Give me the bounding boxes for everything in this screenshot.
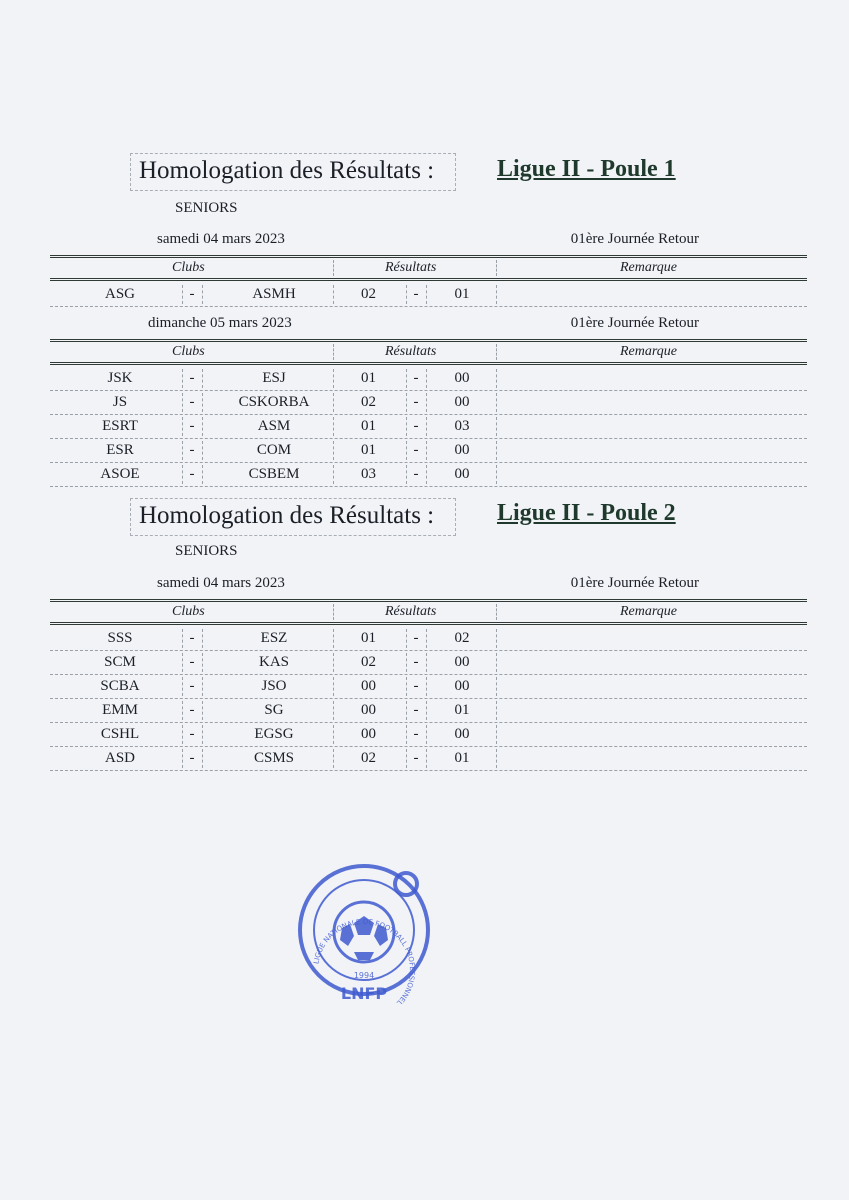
home-club: ASD: [104, 750, 135, 766]
away-score: 02: [454, 630, 470, 646]
home-score: 01: [361, 442, 376, 458]
score-separator: -: [413, 442, 419, 458]
table-header: [50, 255, 807, 281]
section-2-title-box: [130, 498, 456, 536]
section-2-category: SENIORS: [175, 543, 238, 559]
table-header: [50, 599, 807, 625]
club-separator: -: [189, 750, 195, 766]
header-results: Résultats: [385, 604, 437, 619]
section-1-group-2-date: dimanche 05 mars 2023: [148, 315, 292, 331]
home-club: ESRT: [102, 418, 138, 434]
home-club: SCBA: [100, 678, 140, 694]
home-club: ESR: [106, 442, 134, 458]
score-separator: -: [413, 726, 419, 742]
home-score: 01: [361, 370, 376, 386]
away-club: CSMS: [253, 750, 295, 766]
club-separator: -: [189, 726, 195, 742]
section-1-league: Ligue II - Poule 1: [497, 156, 676, 182]
away-club: EGSG: [254, 726, 294, 742]
home-score: 02: [361, 394, 376, 410]
table-row: [50, 747, 807, 771]
section-1-title: Homologation des Résultats :: [139, 157, 435, 184]
section-2-group-1-date: samedi 04 mars 2023: [157, 575, 285, 591]
home-score: 00: [361, 678, 376, 694]
score-separator: -: [413, 678, 419, 694]
away-club: ESJ: [262, 370, 286, 386]
home-score: 02: [361, 286, 376, 302]
table-header: [50, 339, 807, 365]
section-2-league: Ligue II - Poule 2: [497, 500, 676, 526]
away-score: 00: [454, 654, 470, 670]
score-separator: -: [413, 466, 419, 482]
score-separator: -: [413, 286, 419, 302]
header-clubs: Clubs: [172, 344, 205, 359]
club-separator: -: [189, 418, 195, 434]
section-1-category: SENIORS: [175, 200, 238, 216]
club-separator: -: [189, 394, 195, 410]
table-row: [50, 627, 807, 651]
section-2-group-1-round: 01ère Journée Retour: [570, 575, 699, 591]
away-club: ESZ: [260, 630, 288, 646]
club-separator: -: [189, 370, 195, 386]
home-score: 01: [361, 630, 376, 646]
home-score: 03: [361, 466, 376, 482]
away-club: ASMH: [252, 286, 296, 302]
table-row: [50, 367, 807, 391]
score-separator: -: [413, 630, 419, 646]
away-club: COM: [256, 442, 292, 458]
home-club: JS: [112, 394, 128, 410]
home-club: ASOE: [100, 466, 140, 482]
away-club: KAS: [258, 654, 289, 670]
away-score: 00: [454, 678, 470, 694]
header-remark: Remarque: [620, 344, 678, 359]
table-row: [50, 699, 807, 723]
header-results: Résultats: [385, 260, 437, 275]
away-club: CSBEM: [248, 466, 300, 482]
score-separator: -: [413, 370, 419, 386]
header-remark: Remarque: [620, 260, 678, 275]
home-club: EMM: [102, 702, 138, 718]
away-score: 00: [454, 370, 470, 386]
away-club: SG: [264, 702, 284, 718]
home-club: SSS: [107, 630, 133, 646]
home-score: 02: [361, 750, 376, 766]
home-club: JSK: [107, 370, 133, 386]
away-score: 01: [454, 286, 470, 302]
header-remark: Remarque: [620, 604, 678, 619]
away-score: 01: [454, 702, 470, 718]
home-club: ASG: [104, 286, 135, 302]
club-separator: -: [189, 654, 195, 670]
away-score: 03: [454, 418, 470, 434]
stamp-acronym: LNFP: [340, 984, 388, 1003]
away-score: 01: [454, 750, 470, 766]
home-club: SCM: [104, 654, 136, 670]
score-separator: -: [413, 750, 419, 766]
away-club: CSKORBA: [238, 394, 310, 410]
home-score: 01: [361, 418, 376, 434]
table-row: [50, 283, 807, 307]
header-clubs: Clubs: [172, 604, 205, 619]
header-clubs: Clubs: [172, 260, 205, 275]
score-separator: -: [413, 654, 419, 670]
club-separator: -: [189, 286, 195, 302]
table-row: [50, 675, 807, 699]
club-separator: -: [189, 702, 195, 718]
away-score: 00: [454, 442, 470, 458]
home-score: 00: [361, 702, 376, 718]
home-score: 02: [361, 654, 376, 670]
score-separator: -: [413, 394, 419, 410]
club-separator: -: [189, 442, 195, 458]
section-1-group-1-round: 01ère Journée Retour: [570, 231, 699, 247]
away-score: 00: [454, 394, 470, 410]
header-results: Résultats: [385, 344, 437, 359]
home-score: 00: [361, 726, 376, 742]
table-row: [50, 391, 807, 415]
table-row: [50, 463, 807, 487]
stamp-ring-text: LIGUE NATIONALE DE FOOTBALL PROFESSIONNEL: [312, 917, 417, 1004]
club-separator: -: [189, 466, 195, 482]
table-row: [50, 723, 807, 747]
home-club: CSHL: [100, 726, 140, 742]
section-1-group-1-date: samedi 04 mars 2023: [157, 231, 285, 247]
section-1-title-box: [130, 153, 456, 191]
lnfp-stamp-icon: [296, 858, 432, 1004]
score-separator: -: [413, 702, 419, 718]
table-row: [50, 439, 807, 463]
section-2-title: Homologation des Résultats :: [139, 502, 435, 529]
section-1-group-2-round: 01ère Journée Retour: [570, 315, 699, 331]
table-row: [50, 415, 807, 439]
club-separator: -: [189, 630, 195, 646]
away-club: ASM: [257, 418, 291, 434]
away-score: 00: [454, 726, 470, 742]
away-score: 00: [454, 466, 470, 482]
score-separator: -: [413, 418, 419, 434]
stamp-year: 1994: [353, 971, 375, 980]
table-row: [50, 651, 807, 675]
club-separator: -: [189, 678, 195, 694]
away-club: JSO: [261, 678, 287, 694]
